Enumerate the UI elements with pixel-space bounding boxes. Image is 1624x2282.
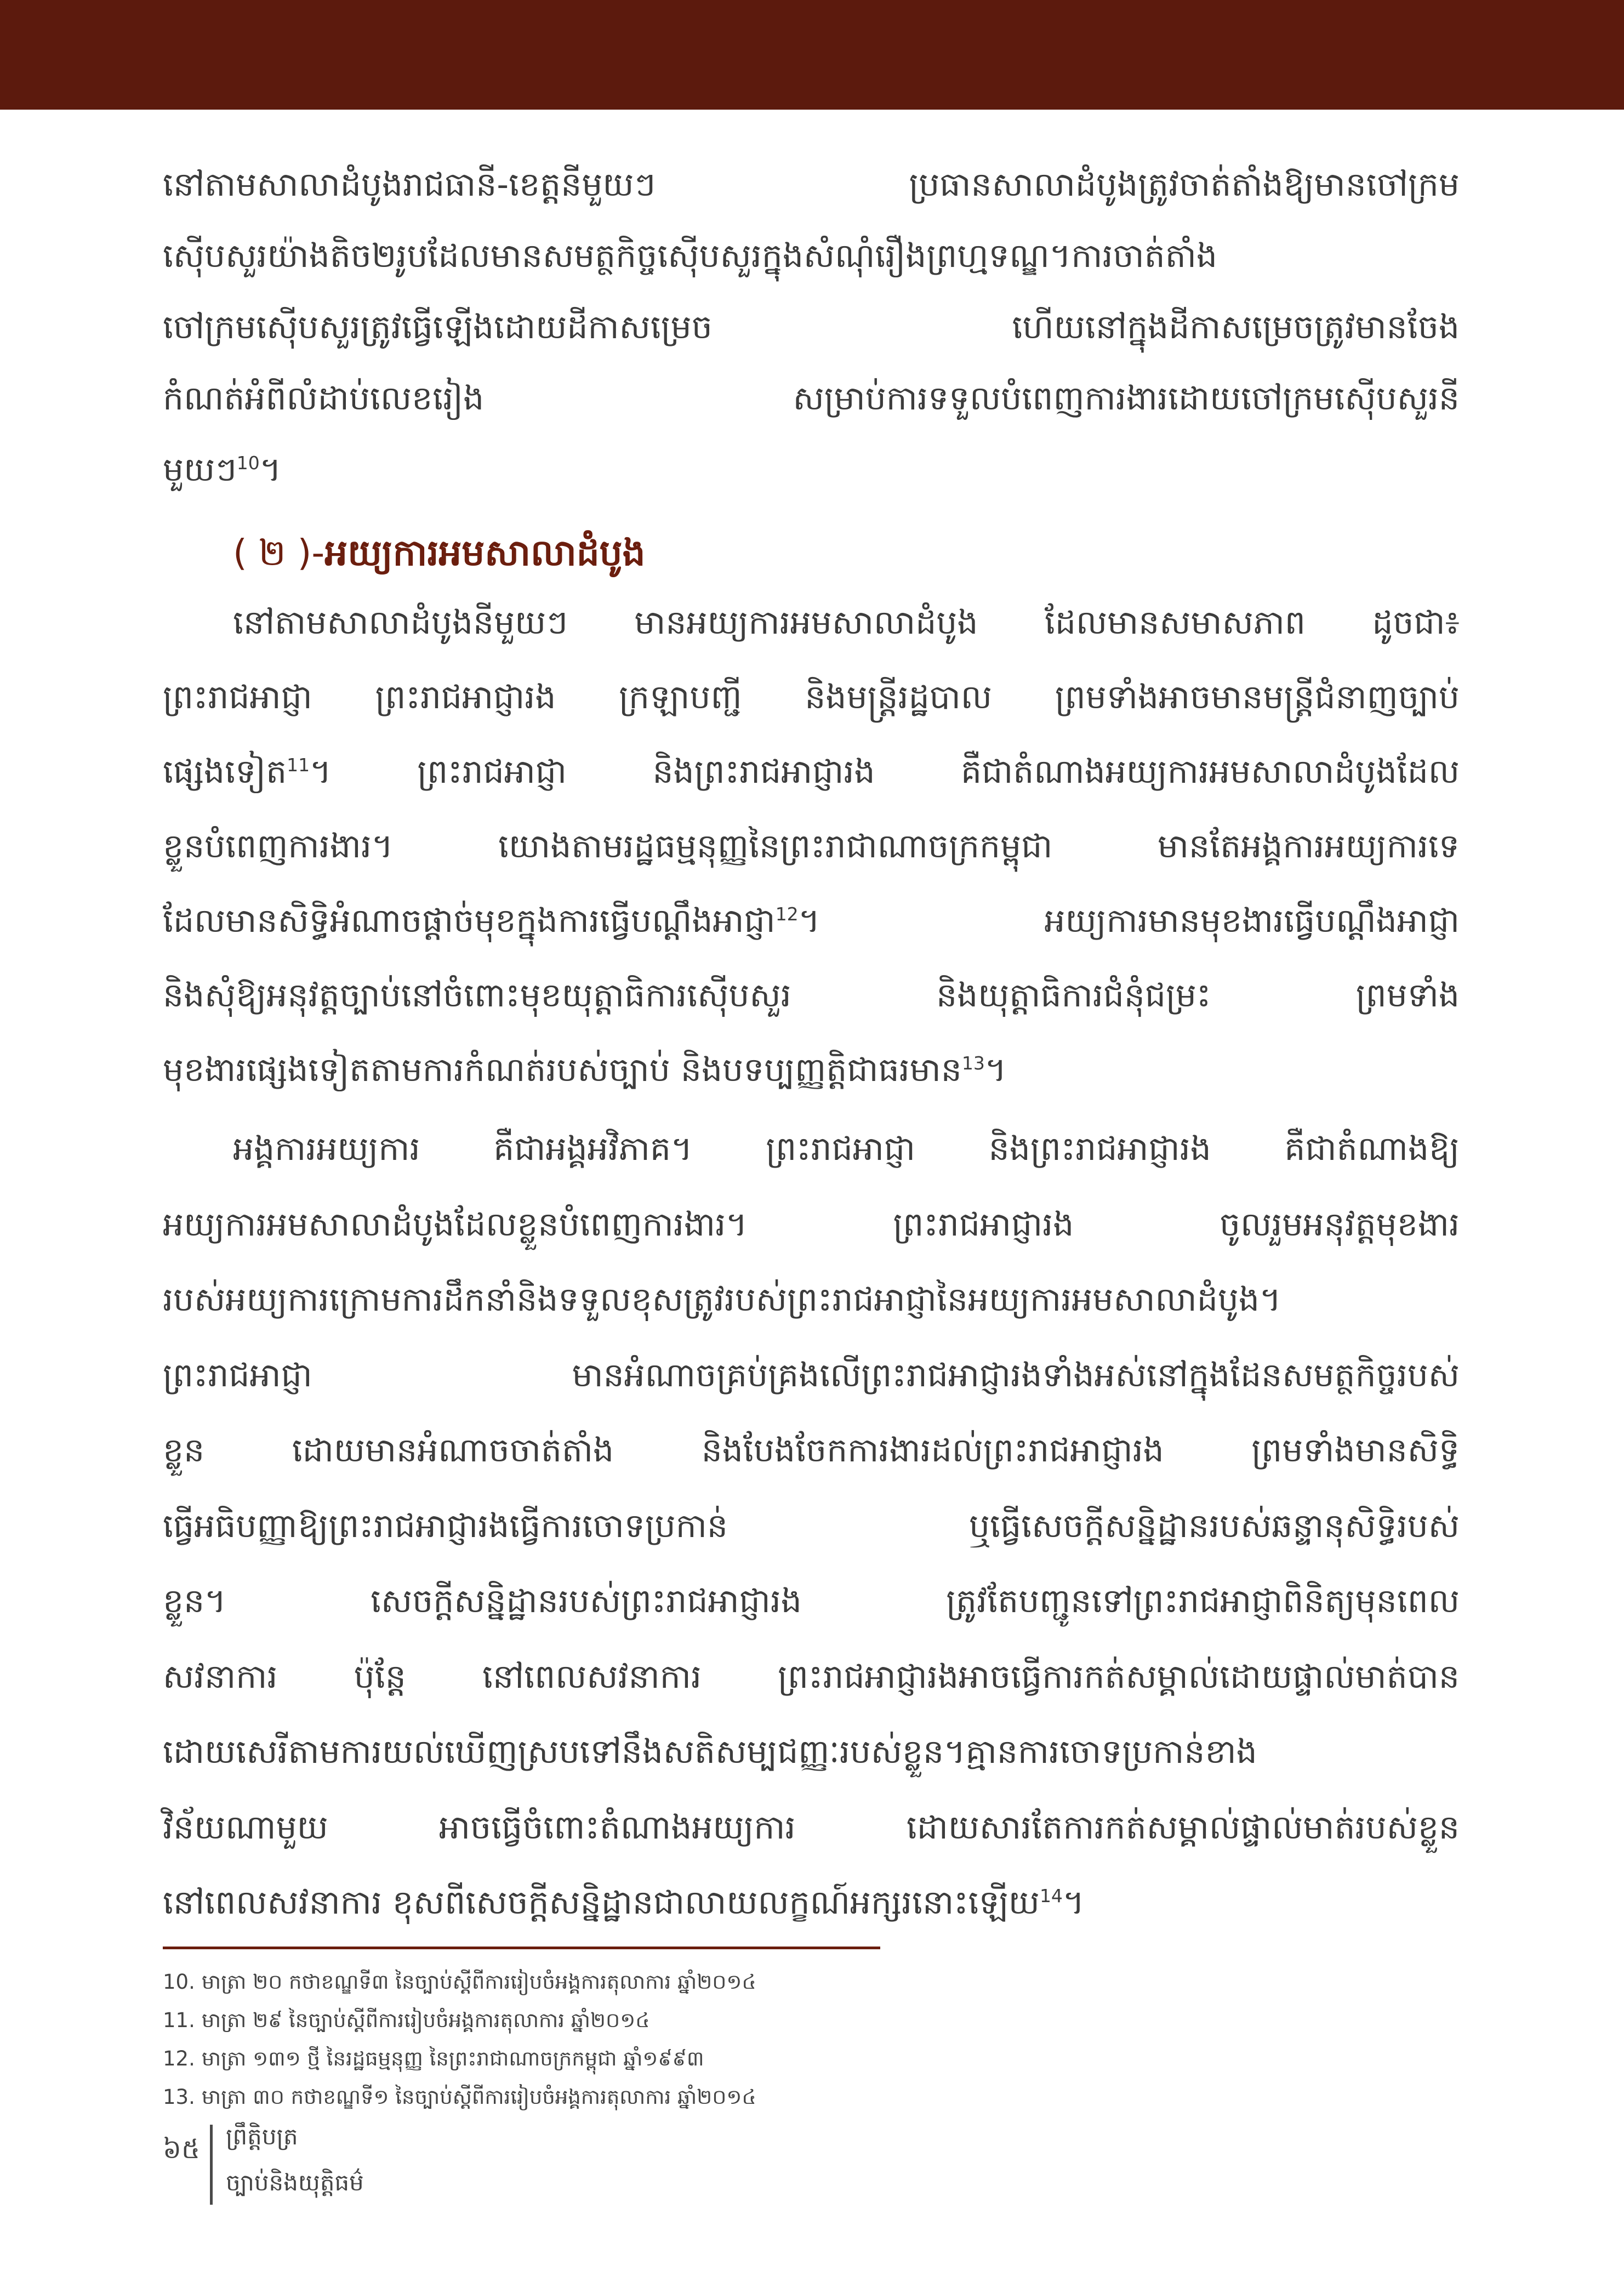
paragraph-line [163,958,1460,1033]
line-text: នៅតាមសាលាដំបូងនីមួយៗ មានអយ្យការអមសាលាដំបូង ដែលមានសមាសភាព ដូចជា៖ [233,604,1460,642]
footnote-item [163,2001,1460,2040]
footnote-text: មាត្រា ១៣១ ថ្មី នៃរដ្ឋធម្មនុញ្ញ នៃព្រះរាជាណាចក្រកម្ពុជា ឆ្នាំ១៩៩៣ [201,2047,704,2070]
paragraph-line [163,1262,1460,1338]
paragraph-line [163,809,1460,884]
footnote-reference: 10 [236,452,260,474]
paragraph-line [163,220,1460,292]
line-text: ព្រះរាជអាជ្ញា ព្រះរាជអាជ្ញារង ក្រឡាបញ្ជី និងមន្ត្រីរដ្ឋបាល ព្រមទាំងអាចមានមន្ត្រីជំនាញច្បាប់ [163,678,1460,716]
line-text-after: ។ [259,451,282,489]
publication-title [226,2114,719,2206]
footnote-divider [163,1947,880,1949]
line-text: នៅតាមសាលាដំបូងរាជធានី-ខេត្តនីមួយៗ ប្រធានសាលាដំបូងត្រូវចាត់តាំងឱ្យមានចៅក្រម [163,166,1460,204]
paragraph-line [163,363,1460,434]
line-text: មុខងារផ្សេងទៀតតាមការកំណត់របស់ច្បាប់ និងបទប្បញ្ញត្តិជាធរមាន [163,1051,962,1089]
paragraph-line [163,1187,1460,1263]
line-text: ចៅក្រមស៊ើបសួរត្រូវធ្វើឡើងដោយដីកាសម្រេច ហើយនៅក្នុងដីកាសម្រេចត្រូវមានចែង [163,308,1460,346]
paragraph-line [163,1564,1460,1640]
line-text: ខ្លួនបំពេញការងារ។ យោងតាមរដ្ឋធម្មនុញ្ញនៃព្រះរាជាណាចក្រកម្ពុជា មានតែអង្គការអយ្យការទេ [163,827,1460,866]
paragraph-line [163,1640,1460,1715]
line-text: ដែលមានសិទ្ធិអំណាចផ្តាច់មុខក្នុងការធ្វើបណ្តឹងអាជ្ញា [163,902,776,940]
line-text-after: ។ អយ្យការមានមុខងារធ្វើបណ្តឹងអាជ្ញា [798,902,1460,940]
line-text: នៅពេលសវនាការ ខុសពីសេចក្តីសន្និដ្ឋានជាលាយលក្ខណ៍អក្សរនោះឡើយ [163,1883,1040,1922]
footnote-reference: 14 [1039,1885,1063,1907]
paragraph-line [163,292,1460,363]
line-text: ដោយសេរីតាមការយល់ឃើញស្របទៅនឹងសតិសម្បជញ្ញៈរបស់ខ្លួន។គ្មានការចោទប្រកាន់ខាង [163,1733,1257,1771]
footnote-number: 12. [163,2047,195,2070]
paragraph-line [163,660,1460,735]
paragraph-line [163,1033,1460,1107]
paragraph-line [163,884,1460,958]
footnote-number: 13. [163,2085,195,2109]
paragraph-line [163,434,1460,505]
footnote-text: មាត្រា ២០ កថាខណ្ឌទី៣ នៃច្បាប់ស្តីពីការរៀបចំអង្គការតុលាការ ឆ្នាំ២០១៤ [201,1970,756,1994]
header-band [0,0,1624,110]
section-number: ( ២ )- [233,532,325,574]
paragraph-line [163,735,1460,809]
footnote-text: មាត្រា ៣០ កថាខណ្ឌទី១ នៃច្បាប់ស្តីពីការរៀបចំអង្គការតុលាការ ឆ្នាំ២០១៤ [201,2085,756,2109]
paragraph-indivisibility [163,1112,1460,1941]
footnote-item [163,2078,1460,2116]
footnote-reference: 12 [775,903,799,925]
line-text: របស់អយ្យការក្រោមការដឹកនាំនិងទទួលខុសត្រូវរបស់ព្រះរាជអាជ្ញានៃអយ្យការអមសាលាដំបូង។ [163,1281,1281,1319]
footnote-text: មាត្រា ២៩ នៃច្បាប់ស្តីពីការរៀបចំអង្គការតុលាការ ឆ្នាំ២០១៤ [201,2008,650,2032]
publication-line-1: ព្រឹត្តិបត្រ [226,2123,298,2150]
footnote-item [163,1963,1460,2001]
line-text: អង្គការអយ្យការ គឺជាអង្គអវិភាគ។ ព្រះរាជអាជ្ញា និងព្រះរាជអាជ្ញារង គឺជាតំណាងឱ្យ [233,1130,1460,1168]
line-text: មួយៗ [163,451,237,489]
paragraph-line [163,585,1460,660]
section-heading [233,517,1460,589]
footnote-reference: 11 [287,754,310,776]
footnotes [163,1963,1460,2116]
paragraph-line [163,1865,1460,1941]
paragraph-line [163,1489,1460,1564]
paragraph-composition [163,585,1460,1107]
line-text: វិន័យណាមួយ អាចធ្វើចំពោះតំណាងអយ្យការ ដោយសារតែការកត់សម្គាល់ផ្ទាល់មាត់របស់ខ្លួន [163,1808,1460,1847]
paragraph-continued [163,149,1460,505]
paragraph-line [163,1338,1460,1414]
line-text: ស៊ើបសួរយ៉ាងតិច២រូបដែលមានសមត្ថកិច្ចស៊ើបសួរក្នុងសំណុំរឿងព្រហ្មទណ្ឌ។ការចាត់តាំង [163,237,1217,275]
paragraph-line [163,149,1460,220]
line-text: ខ្លួន។ សេចក្តីសន្និដ្ឋានរបស់ព្រះរាជអាជ្ញារង ត្រូវតែបញ្ជូនទៅព្រះរាជអាជ្ញាពិនិត្យមុនពេល [163,1582,1460,1620]
line-text: និងសុំឱ្យអនុវត្តច្បាប់នៅចំពោះមុខយុត្តាធិការស៊ើបសួរ និងយុត្តាធិការជំនុំជម្រះ ព្រមទាំង [163,976,1460,1015]
line-text-after: ។ [1062,1883,1085,1922]
line-text-after: ។ [984,1051,1007,1089]
line-text: ធ្វើអធិបញ្ញាឱ្យព្រះរាជអាជ្ញារងធ្វើការចោទប្រកាន់ ឬធ្វើសេចក្តីសន្និដ្ឋានរបស់ឆន្ទានុសិទ្ធិរបស់ [163,1506,1460,1545]
publication-line-2: ច្បាប់និងយុត្តិធម៌ [226,2169,364,2196]
line-text: ព្រះរាជអាជ្ញា មានអំណាចគ្រប់គ្រងលើព្រះរាជអាជ្ញារងទាំងអស់នៅក្នុងដែនសមត្ថកិច្ចរបស់ [163,1356,1460,1395]
section-title: អយ្យការអមសាលាដំបូង [324,532,646,574]
paragraph-line [163,1715,1460,1790]
footnote-number: 11. [163,2008,195,2032]
line-text: សវនាការ ប៉ុន្តែ នៅពេលសវនាការ ព្រះរាជអាជ្ញារងអាចធ្វើការកត់សម្គាល់ដោយផ្ទាល់មាត់បាន [163,1657,1460,1696]
line-text: ខ្លួន ដោយមានអំណាចចាត់តាំង និងបែងចែកការងារដល់ព្រះរាជអាជ្ញារង ព្រមទាំងមានសិទ្ធិ [163,1431,1460,1470]
footnote-item [163,2040,1460,2078]
page-number: ៦៥ [163,2134,200,2165]
paragraph-line [163,1413,1460,1489]
line-text-after: ។ ព្រះរាជអាជ្ញា និងព្រះរាជអាជ្ញារង គឺជាតំណាងអយ្យការអមសាលាដំបូងដែល [310,753,1460,791]
footnote-number: 10. [163,1970,195,1994]
footnote-reference: 13 [961,1052,985,1074]
line-text: អយ្យការអមសាលាដំបូងដែលខ្លួនបំពេញការងារ។ ព្រះរាជអាជ្ញារង ចូលរួមអនុវត្តមុខងារ [163,1205,1460,1244]
footer-divider [210,2125,213,2205]
line-text: ផ្សេងទៀត [163,753,287,791]
line-text: កំណត់អំពីលំដាប់លេខរៀង សម្រាប់ការទទួលបំពេញការងារដោយចៅក្រមស៊ើបសួរនី [163,379,1460,418]
paragraph-line [163,1790,1460,1866]
paragraph-line [163,1112,1460,1187]
